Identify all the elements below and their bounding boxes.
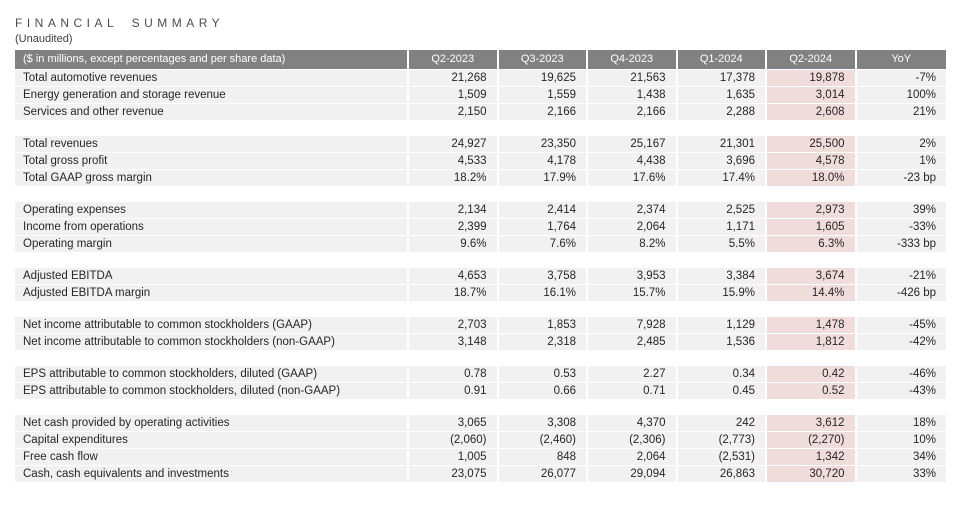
table-row bbox=[15, 219, 946, 235]
section-spacer bbox=[15, 121, 946, 136]
cell-q4-2023: 25,167 bbox=[588, 136, 678, 152]
header-q2-2023: Q2-2023 bbox=[409, 50, 499, 69]
cell-q2-2023: 4,653 bbox=[409, 268, 499, 284]
cell-q2-2023: 18.7% bbox=[409, 285, 499, 301]
cell-q2-2024: 2,608 bbox=[767, 104, 857, 120]
cell-q3-2023: 1,764 bbox=[499, 219, 589, 235]
table-row bbox=[15, 285, 946, 301]
cell-q2-2023: 18.2% bbox=[409, 170, 499, 186]
row-label: Operating expenses bbox=[15, 202, 409, 218]
cell-q4-2023: 3,953 bbox=[588, 268, 678, 284]
section-spacer bbox=[15, 400, 946, 415]
cell-q2-2024: 3,612 bbox=[767, 415, 857, 431]
cell-q4-2023: 7,928 bbox=[588, 317, 678, 333]
table-row bbox=[15, 268, 946, 284]
cell-q3-2023: 0.66 bbox=[499, 383, 589, 399]
table-row bbox=[15, 70, 946, 86]
cell-q2-2023: 9.6% bbox=[409, 236, 499, 252]
cell-q3-2023: 23,350 bbox=[499, 136, 589, 152]
table-header-row bbox=[15, 50, 946, 69]
cell-q4-2023: 2.27 bbox=[588, 366, 678, 382]
cell-q1-2024: 1,536 bbox=[678, 334, 768, 350]
table-row bbox=[15, 170, 946, 186]
cell-q4-2023: 0.71 bbox=[588, 383, 678, 399]
row-label: Cash, cash equivalents and investments bbox=[15, 466, 409, 482]
cell-q4-2023: 2,064 bbox=[588, 219, 678, 235]
cell-q1-2024: 1,129 bbox=[678, 317, 768, 333]
table-row bbox=[15, 466, 946, 482]
cell-q4-2023: 4,438 bbox=[588, 153, 678, 169]
cell-q1-2024: 15.9% bbox=[678, 285, 768, 301]
row-label: Capital expenditures bbox=[15, 432, 409, 448]
header-q2-2024: Q2-2024 bbox=[767, 50, 857, 69]
table-row bbox=[15, 104, 946, 120]
cell-q2-2023: 24,927 bbox=[409, 136, 499, 152]
cell-yoy: -45% bbox=[857, 317, 947, 333]
cell-q1-2024: 17.4% bbox=[678, 170, 768, 186]
cell-q2-2023: 1,005 bbox=[409, 449, 499, 465]
cell-q1-2024: 1,171 bbox=[678, 219, 768, 235]
cell-yoy: -7% bbox=[857, 70, 947, 86]
row-label: Total GAAP gross margin bbox=[15, 170, 409, 186]
cell-yoy: 34% bbox=[857, 449, 947, 465]
table-row bbox=[15, 202, 946, 218]
row-label: Net income attributable to common stockholders (GAAP) bbox=[15, 317, 409, 333]
section-spacer bbox=[15, 187, 946, 202]
cell-yoy: 100% bbox=[857, 87, 947, 103]
cell-q3-2023: 16.1% bbox=[499, 285, 589, 301]
cell-q2-2024: 14.4% bbox=[767, 285, 857, 301]
cell-yoy: -21% bbox=[857, 268, 947, 284]
cell-q2-2023: 0.78 bbox=[409, 366, 499, 382]
cell-q3-2023: 0.53 bbox=[499, 366, 589, 382]
header-q4-2023: Q4-2023 bbox=[588, 50, 678, 69]
cell-q3-2023: 848 bbox=[499, 449, 589, 465]
header-units-note: ($ in millions, except percentages and per share data) bbox=[15, 50, 409, 69]
cell-q2-2023: (2,060) bbox=[409, 432, 499, 448]
cell-q3-2023: 26,077 bbox=[499, 466, 589, 482]
table-row bbox=[15, 87, 946, 103]
cell-q2-2024: 3,014 bbox=[767, 87, 857, 103]
cell-q1-2024: 26,863 bbox=[678, 466, 768, 482]
cell-q4-2023: (2,306) bbox=[588, 432, 678, 448]
table-row bbox=[15, 153, 946, 169]
cell-q2-2024: 1,342 bbox=[767, 449, 857, 465]
cell-yoy: 33% bbox=[857, 466, 947, 482]
cell-q3-2023: 4,178 bbox=[499, 153, 589, 169]
cell-yoy: -46% bbox=[857, 366, 947, 382]
cell-q2-2024: 1,478 bbox=[767, 317, 857, 333]
cell-q1-2024: 1,635 bbox=[678, 87, 768, 103]
row-label: Adjusted EBITDA bbox=[15, 268, 409, 284]
table-row bbox=[15, 383, 946, 399]
cell-q1-2024: (2,773) bbox=[678, 432, 768, 448]
cell-q3-2023: 1,559 bbox=[499, 87, 589, 103]
section-spacer bbox=[15, 302, 946, 317]
cell-q4-2023: 15.7% bbox=[588, 285, 678, 301]
header-q1-2024: Q1-2024 bbox=[678, 50, 768, 69]
cell-q2-2024: (2,270) bbox=[767, 432, 857, 448]
financial-table bbox=[15, 50, 946, 482]
page-title: FINANCIAL SUMMARY bbox=[15, 16, 225, 30]
cell-q2-2024: 0.42 bbox=[767, 366, 857, 382]
cell-q3-2023: 19,625 bbox=[499, 70, 589, 86]
cell-q3-2023: 2,414 bbox=[499, 202, 589, 218]
cell-q2-2024: 18.0% bbox=[767, 170, 857, 186]
cell-q1-2024: 3,384 bbox=[678, 268, 768, 284]
cell-q2-2023: 2,134 bbox=[409, 202, 499, 218]
table-row bbox=[15, 415, 946, 431]
section-spacer bbox=[15, 253, 946, 268]
cell-yoy: 1% bbox=[857, 153, 947, 169]
cell-q2-2024: 3,674 bbox=[767, 268, 857, 284]
row-label: Energy generation and storage revenue bbox=[15, 87, 409, 103]
cell-q3-2023: (2,460) bbox=[499, 432, 589, 448]
row-label: Net income attributable to common stockholders (non-GAAP) bbox=[15, 334, 409, 350]
cell-q2-2024: 1,605 bbox=[767, 219, 857, 235]
cell-q1-2024: (2,531) bbox=[678, 449, 768, 465]
cell-q3-2023: 2,166 bbox=[499, 104, 589, 120]
table-row bbox=[15, 334, 946, 350]
cell-q2-2024: 2,973 bbox=[767, 202, 857, 218]
cell-q4-2023: 2,064 bbox=[588, 449, 678, 465]
row-label: Income from operations bbox=[15, 219, 409, 235]
cell-q4-2023: 2,166 bbox=[588, 104, 678, 120]
row-label: Total revenues bbox=[15, 136, 409, 152]
cell-yoy: 21% bbox=[857, 104, 947, 120]
cell-q2-2024: 6.3% bbox=[767, 236, 857, 252]
cell-q4-2023: 1,438 bbox=[588, 87, 678, 103]
cell-q1-2024: 2,288 bbox=[678, 104, 768, 120]
cell-q1-2024: 21,301 bbox=[678, 136, 768, 152]
cell-q1-2024: 17,378 bbox=[678, 70, 768, 86]
table-row bbox=[15, 317, 946, 333]
cell-q2-2023: 2,399 bbox=[409, 219, 499, 235]
cell-q2-2024: 0.52 bbox=[767, 383, 857, 399]
cell-q2-2023: 2,703 bbox=[409, 317, 499, 333]
cell-q2-2023: 4,533 bbox=[409, 153, 499, 169]
cell-q4-2023: 21,563 bbox=[588, 70, 678, 86]
cell-q3-2023: 1,853 bbox=[499, 317, 589, 333]
cell-q3-2023: 17.9% bbox=[499, 170, 589, 186]
row-label: Services and other revenue bbox=[15, 104, 409, 120]
row-label: EPS attributable to common stockholders, diluted (non-GAAP) bbox=[15, 383, 409, 399]
cell-q1-2024: 242 bbox=[678, 415, 768, 431]
cell-yoy: -23 bp bbox=[857, 170, 947, 186]
cell-q2-2023: 3,065 bbox=[409, 415, 499, 431]
cell-q2-2023: 0.91 bbox=[409, 383, 499, 399]
cell-yoy: -333 bp bbox=[857, 236, 947, 252]
row-label: Net cash provided by operating activities bbox=[15, 415, 409, 431]
cell-q1-2024: 5.5% bbox=[678, 236, 768, 252]
table-row bbox=[15, 432, 946, 448]
cell-q4-2023: 29,094 bbox=[588, 466, 678, 482]
cell-q2-2024: 19,878 bbox=[767, 70, 857, 86]
table-row bbox=[15, 449, 946, 465]
cell-yoy: -42% bbox=[857, 334, 947, 350]
cell-yoy: 39% bbox=[857, 202, 947, 218]
row-label: Operating margin bbox=[15, 236, 409, 252]
cell-q2-2024: 30,720 bbox=[767, 466, 857, 482]
cell-q1-2024: 0.45 bbox=[678, 383, 768, 399]
cell-q4-2023: 2,485 bbox=[588, 334, 678, 350]
cell-q2-2023: 2,150 bbox=[409, 104, 499, 120]
row-label: Total automotive revenues bbox=[15, 70, 409, 86]
cell-yoy: 2% bbox=[857, 136, 947, 152]
header-q3-2023: Q3-2023 bbox=[499, 50, 589, 69]
cell-q2-2023: 21,268 bbox=[409, 70, 499, 86]
cell-q2-2023: 1,509 bbox=[409, 87, 499, 103]
cell-yoy: -426 bp bbox=[857, 285, 947, 301]
cell-q1-2024: 3,696 bbox=[678, 153, 768, 169]
row-label: Free cash flow bbox=[15, 449, 409, 465]
row-label: Adjusted EBITDA margin bbox=[15, 285, 409, 301]
cell-q3-2023: 7.6% bbox=[499, 236, 589, 252]
cell-q2-2024: 1,812 bbox=[767, 334, 857, 350]
row-label: Total gross profit bbox=[15, 153, 409, 169]
table-row bbox=[15, 366, 946, 382]
cell-yoy: 18% bbox=[857, 415, 947, 431]
cell-q3-2023: 3,308 bbox=[499, 415, 589, 431]
cell-q4-2023: 17.6% bbox=[588, 170, 678, 186]
table-row bbox=[15, 136, 946, 152]
cell-yoy: -43% bbox=[857, 383, 947, 399]
cell-q1-2024: 0.34 bbox=[678, 366, 768, 382]
cell-q2-2024: 25,500 bbox=[767, 136, 857, 152]
cell-q4-2023: 8.2% bbox=[588, 236, 678, 252]
table-row bbox=[15, 236, 946, 252]
row-label: EPS attributable to common stockholders, diluted (GAAP) bbox=[15, 366, 409, 382]
cell-yoy: -33% bbox=[857, 219, 947, 235]
cell-q4-2023: 4,370 bbox=[588, 415, 678, 431]
page-subtitle: (Unaudited) bbox=[15, 33, 73, 45]
cell-yoy: 10% bbox=[857, 432, 947, 448]
header-yoy: YoY bbox=[857, 50, 947, 69]
cell-q2-2023: 23,075 bbox=[409, 466, 499, 482]
cell-q2-2024: 4,578 bbox=[767, 153, 857, 169]
cell-q1-2024: 2,525 bbox=[678, 202, 768, 218]
section-spacer bbox=[15, 351, 946, 366]
cell-q3-2023: 2,318 bbox=[499, 334, 589, 350]
cell-q2-2023: 3,148 bbox=[409, 334, 499, 350]
cell-q4-2023: 2,374 bbox=[588, 202, 678, 218]
cell-q3-2023: 3,758 bbox=[499, 268, 589, 284]
